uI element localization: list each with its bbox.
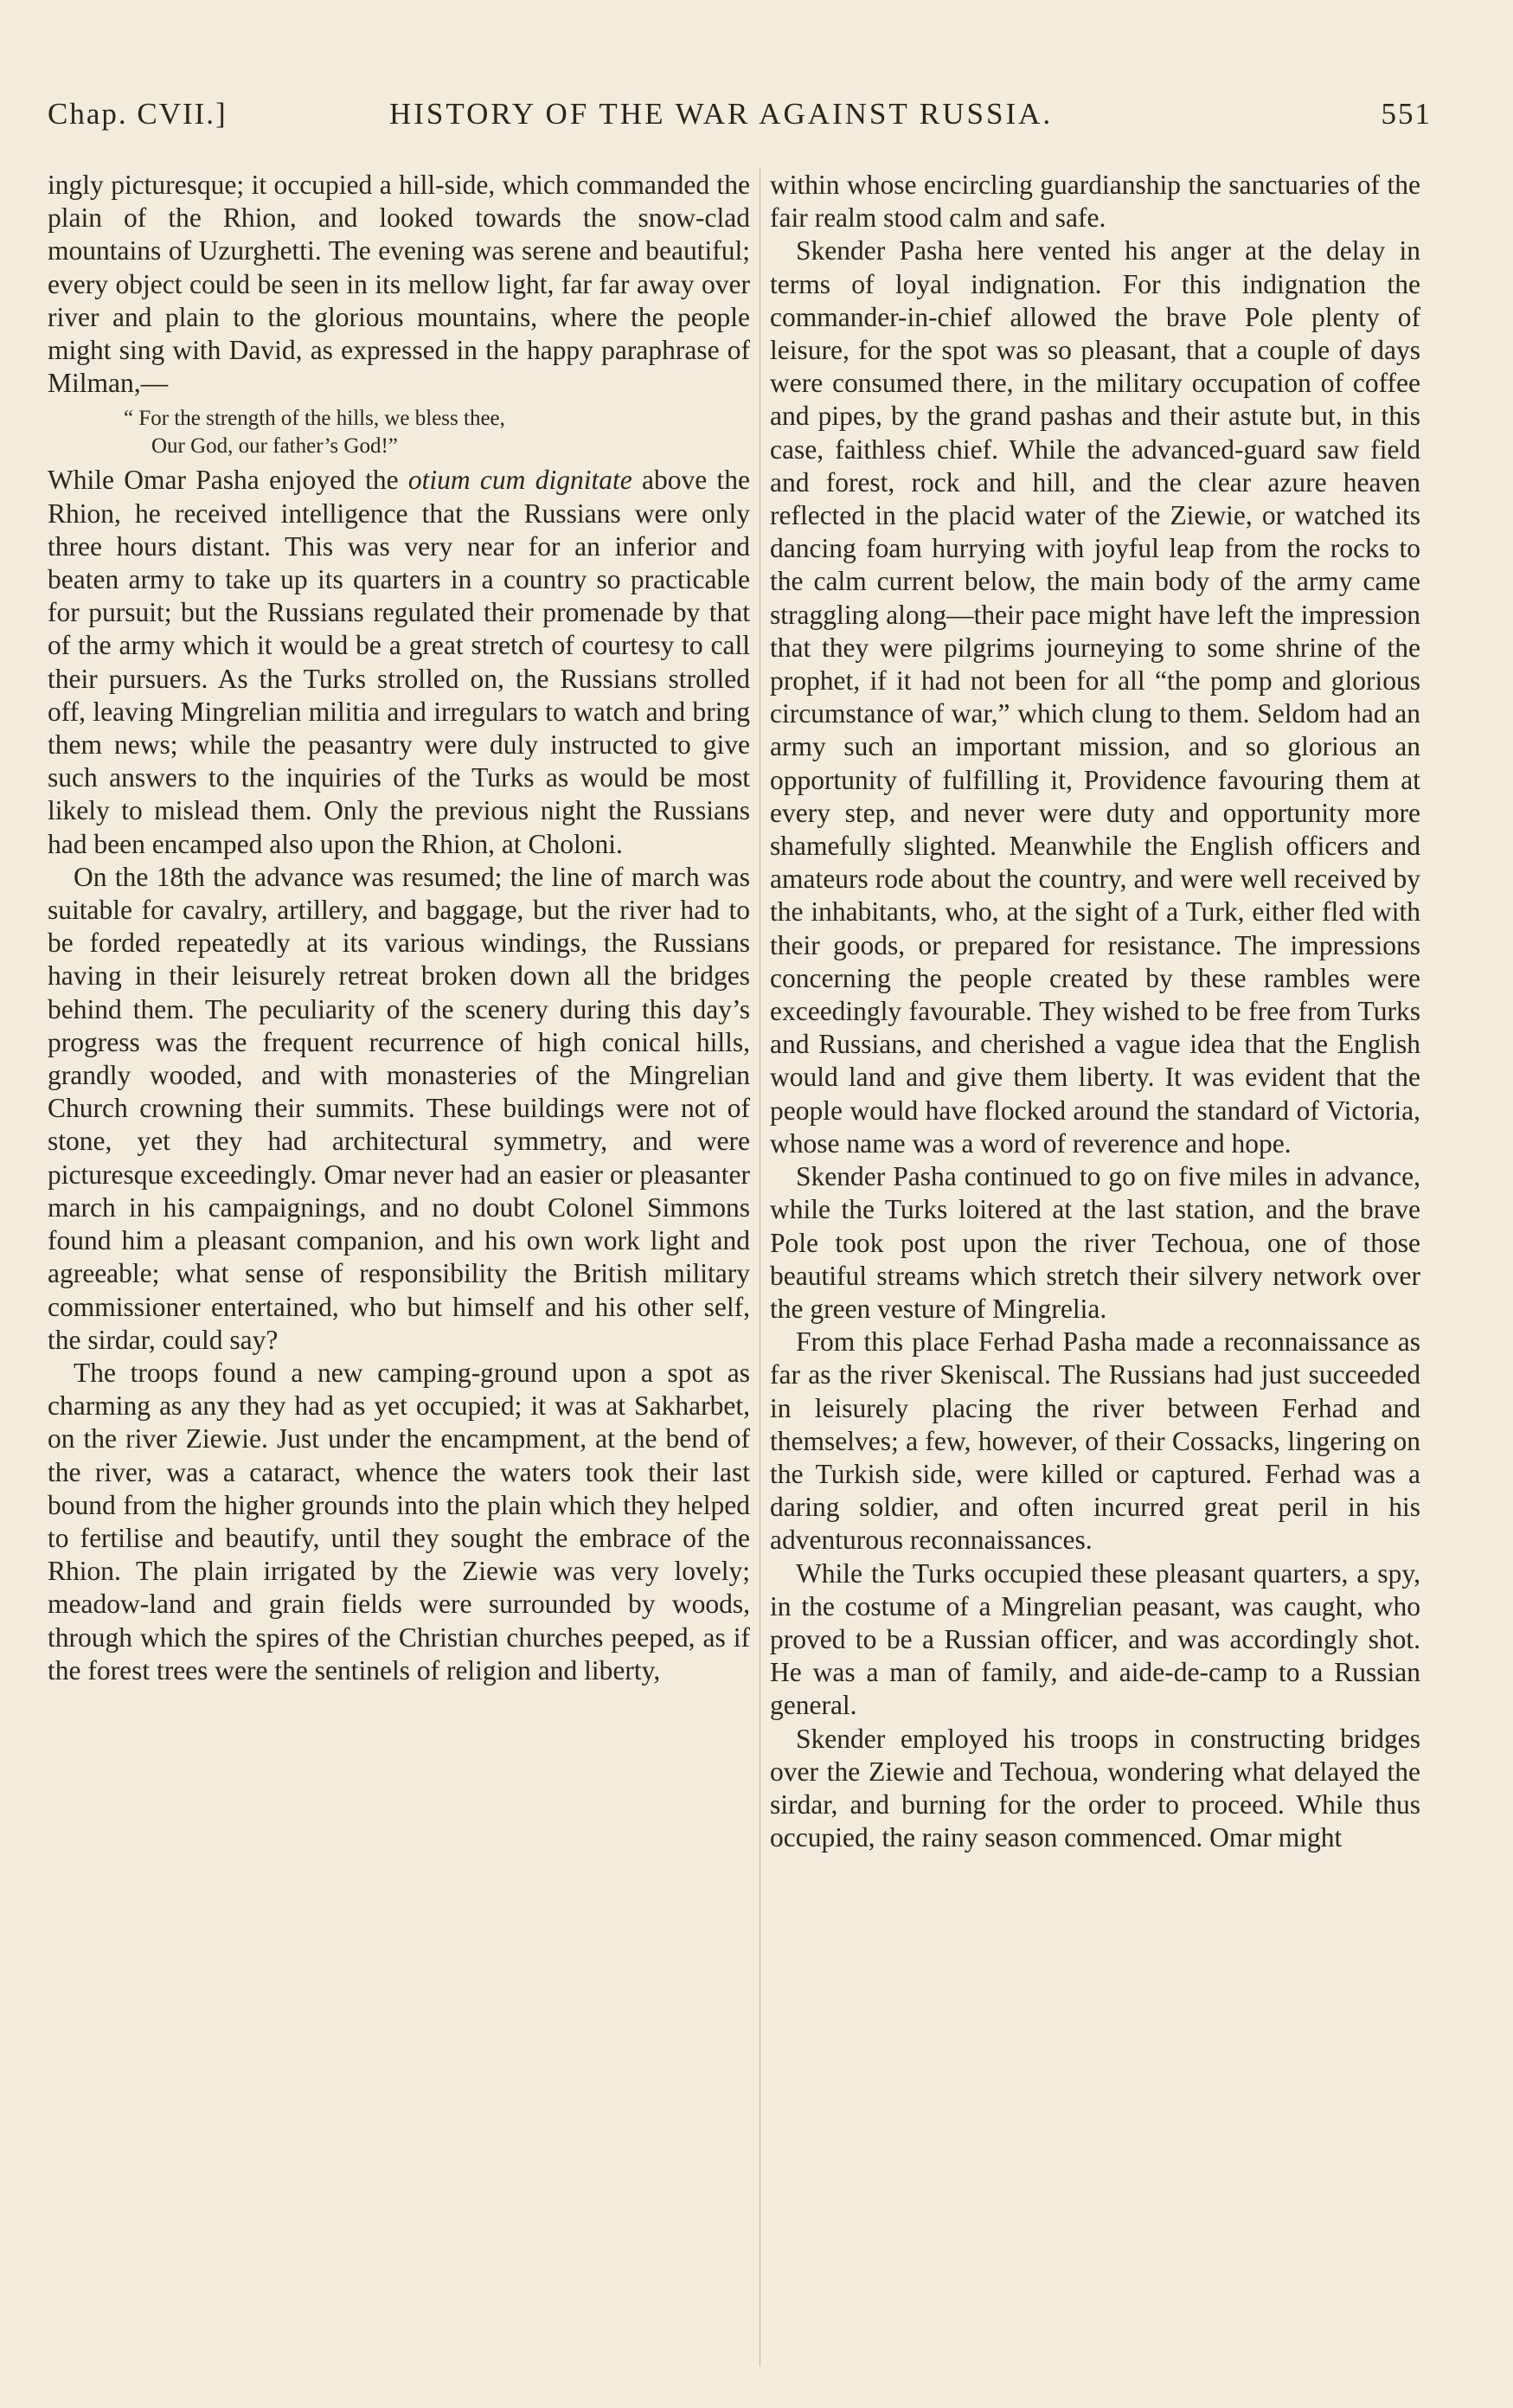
- paragraph: On the 18th the advance was resumed; the line of march was suitable for cavalry, artillery, and baggage, but the river had to be forded repeatedly at its various windings, the Russians having in their leisurely retreat broken down all the bridges behind them. The peculiarity of the scenery during this day’s progress was the frequent recurrence of high conical hills, grandly wooded, and with monasteries of the Mingrelian Church crowning their summits. These buildings were not of stone, yet they had architectural symmetry, and were picturesque exceedingly. Omar never had an easier or pleasanter march in his campaignings, and no doubt Colonel Simmons found him a pleasant companion, and his own work light and agreeable; what sense of responsibility the British military commissioner entertained, who but himself and his other self, the sirdar, could say?: [48, 861, 750, 1355]
- page-number: 551: [1381, 97, 1432, 131]
- paragraph: [48, 464, 750, 860]
- quote-line: Our God, our father’s God!”: [151, 434, 398, 459]
- paragraph: Skender Pasha here vented his anger at the delay in terms of loyal indignation. For this indignation the commander-in-chief allowed the brave Pole plenty of leisure, for the spot was so pleasant, that a couple of days were consumed there, in the military occupation of coffee and pipes, by the grand pashas and their astute but, in this case, faithless chief. While the advanced-guard saw field and forest, rock and hill, and the clear azure heaven reflected in the placid water of the Ziewie, or watched its dancing foam hurrying with joyful leap from the rocks to the calm current below, the main body of the army came straggling along—their pace might have left the impression that they were pilgrims journeying to some shrine of the prophet, if it had not been for all “the pomp and glorious circumstance of war,” which clung to them. Seldom had an army such an important mission, and so glorious an opportunity of fulfilling it, Providence favouring them at every step, and never were duty and opportunity more shamefully slighted. Meanwhile the English officers and amateurs rode about the country, and were well received by the inhabitants, who, at the sight of a Turk, either fled with their goods, or prepared for resistance. The impressions concerning the people created by these rambles were exceedingly favourable. They wished to be free from Turks and Russians, and cherished a vague idea that the English would land and give them liberty. It was evident that the people would have flocked around the standard of Victoria, whose name was a word of reverence and hope.: [770, 235, 1420, 1159]
- chapter-label: Chap. CVII.]: [48, 97, 228, 131]
- quote-line: “ For the strength of the hills, we bless thee,: [124, 407, 505, 431]
- paragraph: While the Turks occupied these pleasant quarters, a spy, in the costume of a Mingrelian peasant, was caught, who proved to be a Russian officer, and was accordingly shot. He was a man of family, and aide-de-camp to a Russian general.: [770, 1557, 1420, 1721]
- latin-phrase: otium cum dignitate: [407, 465, 632, 496]
- paragraph: ingly picturesque; it occupied a hill-side, which commanded the plain of the Rhion, and looked towards the snow-clad mountains of Uzurghetti. The evening was serene and beautiful; every object could be seen in its mellow light, far far away over river and plain to the glorious mountains, where the people might sing with David, as expressed in the happy paraphrase of Milman,—: [48, 170, 750, 399]
- left-column: [48, 169, 750, 2366]
- paragraph: Skender employed his troops in constructing bridges over the Ziewie and Techoua, wondering what delayed the sirdar, and burning for the order to proceed. While thus occupied, the rainy season commenced. Omar might: [770, 1723, 1420, 1853]
- text-run: above the Rhion, he received intelligence that the Russians were only three hours distant. This was very near for an inferior and beaten army to take up its quarters in a country so practicable for pursuit; but the Russians regulated their promenade by that of the army which it would be a great stretch of courtesy to call their pursuers. As the Turks strolled on, the Russians strolled off, leaving Mingrelian militia and irregulars to watch and bring them news; while the peasantry were duly instructed to give such answers to the inquiries of the Turks as would be most likely to mislead them. Only the previous night the Russians had been encamped also upon the Rhion, at Choloni.: [48, 465, 750, 859]
- verse-quote: [48, 405, 750, 460]
- right-column: [770, 169, 1420, 2366]
- running-head: [48, 97, 1432, 140]
- paragraph: within whose encircling guardianship the sanctuaries of the fair realm stood calm and safe.: [770, 170, 1420, 234]
- paragraph: The troops found a new camping-ground upon a spot as charming as any they had as yet occupied; it was at Sakharbet, on the river Ziewie. Just under the encampment, at the bend of the river, was a cataract, whence the waters took their last bound from the higher grounds into the plain which they helped to fertilise and beautify, until they sought the embrace of the Rhion. The plain irrigated by the Ziewie was very lovely; meadow-land and grain fields were surrounded by woods, through which the spires of the Christian churches peeped, as if the forest trees were the sentinels of religion and liberty,: [48, 1357, 750, 1686]
- paragraph: Skender Pasha continued to go on five miles in advance, while the Turks loitered at the last station, and the brave Pole took post upon the river Techoua, one of those beautiful streams which stretch their silvery network over the green vesture of Mingrelia.: [770, 1161, 1420, 1324]
- text-run: While Omar Pasha enjoyed the: [48, 465, 408, 496]
- paragraph: From this place Ferhad Pasha made a reconnaissance as far as the river Skeniscal. The Russians had just succeeded in leisurely placing the river between Ferhad and themselves; a few, however, of their Cossacks, lingering on the Turkish side, were killed or captured. Ferhad was a daring soldier, and often incurred great peril in his adventurous reconnaissances.: [770, 1326, 1420, 1556]
- running-title: HISTORY OF THE WAR AGAINST RUSSIA.: [389, 97, 1054, 131]
